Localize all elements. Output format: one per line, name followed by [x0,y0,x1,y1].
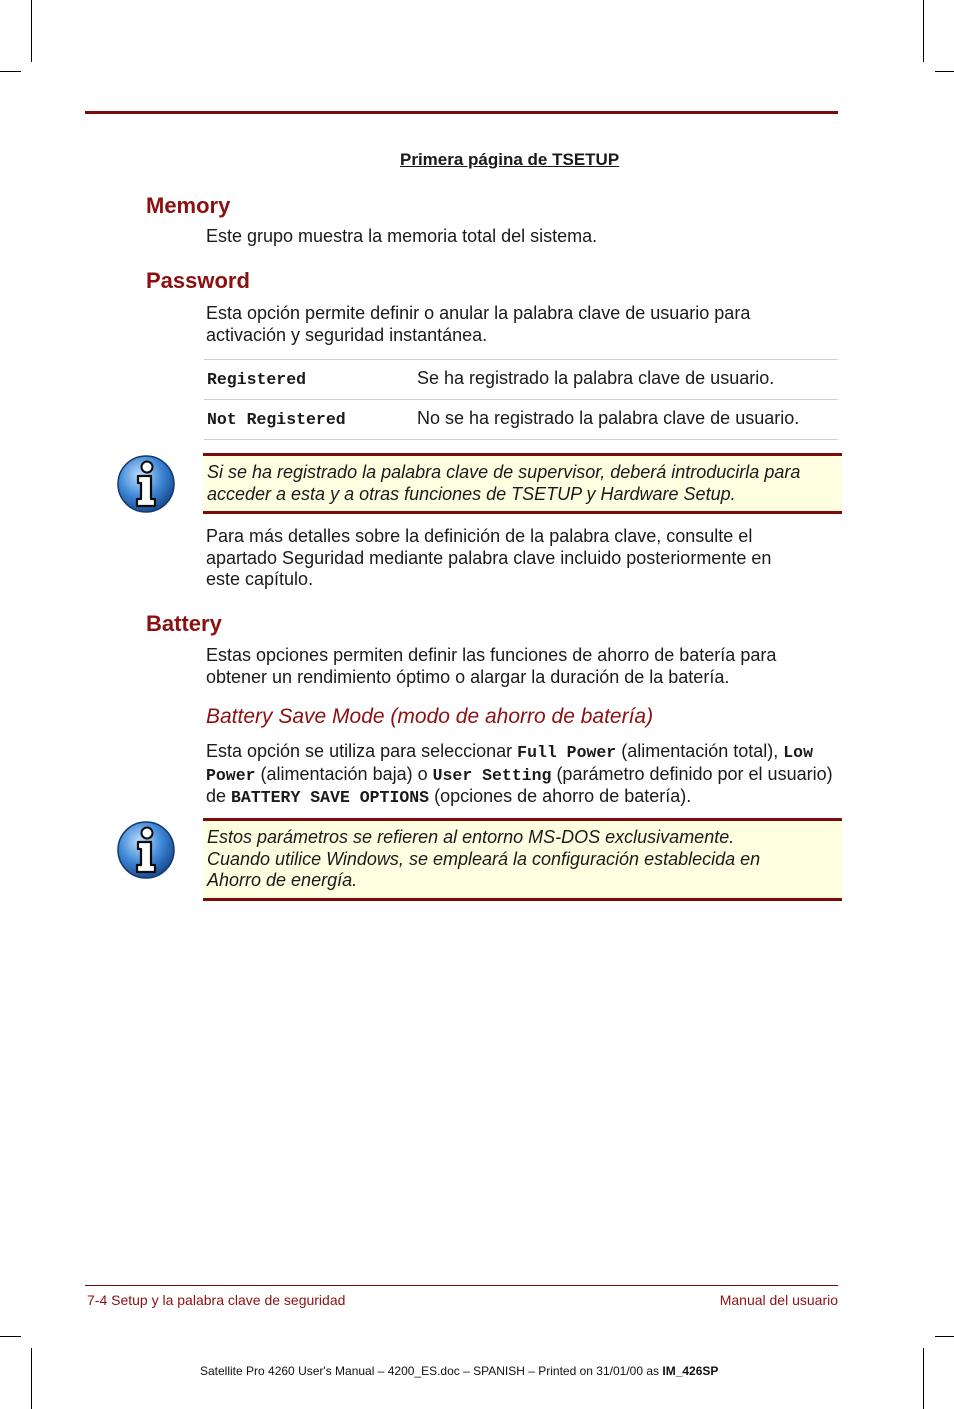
memory-heading: Memory [146,193,231,218]
crop-mark [31,1348,32,1409]
battery-note: Estos parámetros se refieren al entorno MS-DOS exclusivamente. Cuando utilice Windows, se empleará la configuración establecida en Ahorro de energía. [203,818,842,901]
table-row [204,400,838,440]
option-description: Se ha registrado la palabra clave de usuario. [417,368,775,388]
table-row [204,360,838,400]
crop-mark [935,1336,954,1337]
battery-text: Estas opciones permiten definir las funciones de ahorro de batería para obtener un rendimiento óptimo o alargar la duración de la batería. [206,645,777,687]
memory-text: Este grupo muestra la memoria total del sistema. [206,226,598,246]
password-heading: Password [146,268,250,293]
footer-rule [85,1285,838,1286]
figure-caption: Primera página de TSETUP [400,150,620,169]
password-text: Esta opción permite definir o anular la palabra clave de usuario para activación y seguridad instantánea. [206,303,751,345]
password-table [204,359,838,440]
print-line: Satellite Pro 4260 User's Manual – 4200_ES.doc – SPANISH – Printed on 31/01/00 as IM_426SP [200,1364,719,1378]
option-name: Registered [207,370,307,389]
crop-mark [923,0,924,62]
password-details-text: Para más detalles sobre la definición de la palabra clave, consulte el apartado Seguridad mediante palabra clave incluido posteriormente en este capítulo. [206,526,772,589]
info-icon [116,819,176,879]
info-icon [116,453,176,513]
option-description: No se ha registrado la palabra clave de usuario. [417,408,800,428]
battery-heading: Battery [146,611,222,636]
crop-mark [935,71,954,72]
footer-chapter: 7-4 Setup y la palabra clave de seguridad [87,1292,346,1308]
crop-mark [0,1336,21,1337]
header-rule [85,111,838,114]
option-name: Not Registered [207,410,346,429]
crop-mark [31,0,32,62]
footer-title: Manual del usuario [719,1292,838,1308]
password-note: Si se ha registrado la palabra clave de supervisor, deberá introducirla para acceder a esta y a otras funciones de TSETUP y Hardware Setup. [203,453,842,514]
crop-mark [923,1348,924,1409]
crop-mark [0,71,21,72]
battery-save-mode-text: Esta opción se utiliza para seleccionar Full Power (alimentación total), Low Power (alimentación baja) o User Setting (parámetro definido por el usuario) de BATTERY SAVE OPTIONS (opciones de ahorro de batería). [206,741,833,807]
battery-save-mode-heading: Battery Save Mode (modo de ahorro de batería) [206,705,654,728]
